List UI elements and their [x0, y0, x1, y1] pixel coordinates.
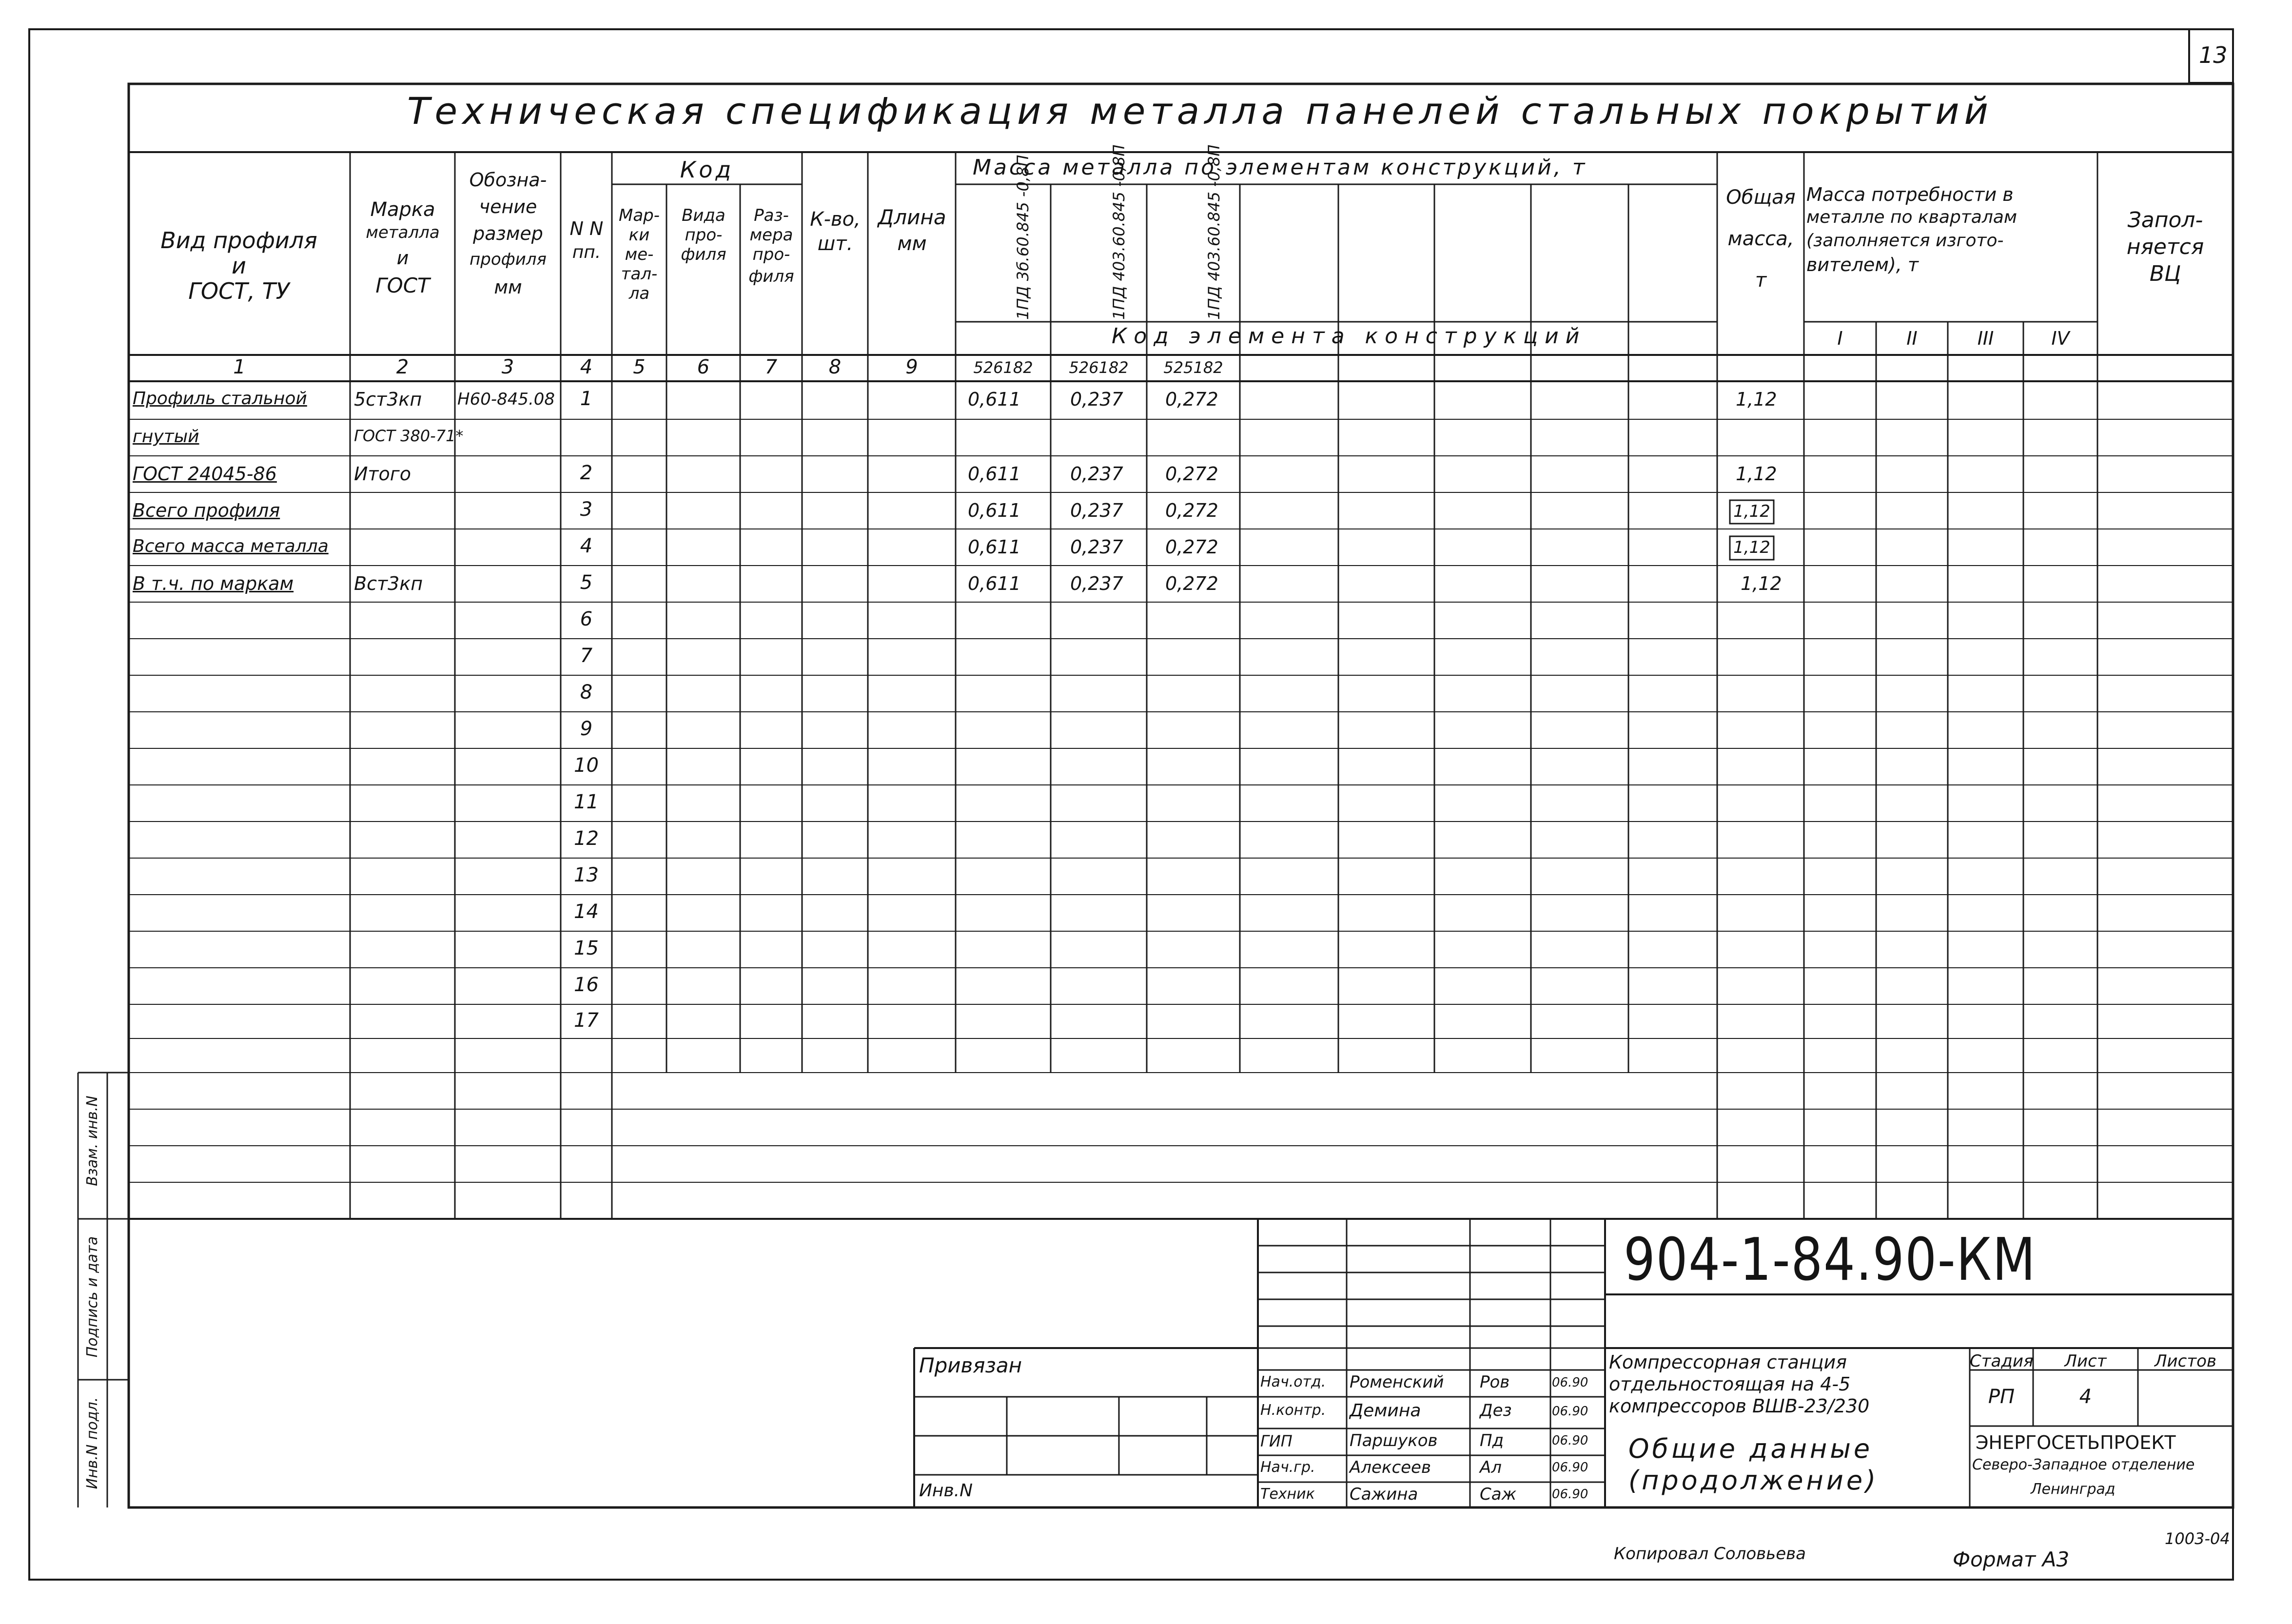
colnum-7: 7 [764, 356, 778, 378]
row1-mass1: 0,611 [968, 389, 1021, 410]
margin-stamp-signature: Подпись и дата [84, 1236, 101, 1358]
header-col9-line1: Длина [878, 205, 946, 229]
row5-mass1: 0,611 [968, 536, 1021, 558]
staff-role-1: Нач.отд. [1260, 1373, 1326, 1390]
privyazan-label: Привязан [919, 1353, 1022, 1377]
quarter-3: III [1977, 328, 1994, 349]
row1-designation: Н60-845.08 [457, 390, 555, 409]
staff-name-3: Паршуков [1350, 1431, 1438, 1450]
row1-grade: 5ст3кп [354, 389, 422, 410]
sheet-title-line1: Общие данные [1628, 1433, 1873, 1464]
header-demand-line2: металле по кварталам [1806, 207, 2018, 227]
sheet-title-line2: (продолжение) [1628, 1465, 1879, 1496]
header-col3-line2: чение [479, 196, 537, 217]
row6-total: 1,12 [1741, 573, 1782, 594]
element-code-2: 526182 [1069, 358, 1129, 377]
inv-label: Инв.N [919, 1481, 973, 1501]
quarter-1: I [1837, 328, 1843, 349]
staff-name-4: Алексеев [1350, 1458, 1431, 1477]
header-col7-line3: про- [752, 245, 790, 264]
header-col2-line1: Марка [370, 198, 435, 221]
header-demand-line1: Масса потребности в [1806, 184, 2014, 205]
header-col5-line1: Мар- [618, 206, 660, 225]
staff-name-1: Роменский [1350, 1372, 1444, 1392]
org-line1: ЭНЕРГОСЕТЬПРОЕКТ [1976, 1432, 2176, 1453]
header-col7-line2: мера [749, 225, 793, 245]
sheets-label: Листов [2154, 1351, 2216, 1371]
row4-num: 3 [580, 498, 593, 521]
colnum-4: 4 [580, 356, 593, 378]
row6-mass2: 0,237 [1070, 573, 1123, 594]
row5-mass2: 0,237 [1070, 536, 1123, 558]
row6-mass1: 0,611 [968, 573, 1021, 594]
row-num-9: 9 [580, 718, 593, 740]
staff-date-4: 06.90 [1552, 1460, 1588, 1475]
staff-sign-3: Пд [1480, 1431, 1504, 1450]
org-line2: Северо-Западное отделение [1972, 1456, 2195, 1473]
row3-mass3: 0,272 [1165, 463, 1218, 485]
row6-grade: Вст3кп [354, 573, 423, 594]
colnum-5: 5 [633, 356, 646, 378]
header-col4-line2: пп. [572, 242, 601, 262]
staff-name-2: Демина [1350, 1401, 1421, 1421]
element-name-2: 1ПД 403.60.845 -0,8П [1110, 144, 1128, 320]
row4-profile: Всего профиля [133, 500, 280, 521]
row5-total: 1,12 [1733, 538, 1770, 557]
header-mass: Масса металла по элементам конструкций, т [973, 155, 1587, 180]
row3-num: 2 [580, 462, 593, 484]
row3-mass1: 0,611 [968, 463, 1021, 485]
staff-role-3: ГИП [1260, 1432, 1293, 1450]
row-num-14: 14 [574, 900, 599, 923]
row-num-15: 15 [574, 937, 599, 959]
staff-sign-2: Дез [1480, 1401, 1512, 1420]
margin-stamp-original: Инв.N подл. [84, 1397, 101, 1489]
row6-num: 5 [580, 571, 593, 594]
header-col3-line5: мм [494, 276, 522, 298]
copied-by: Копировал Соловьева [1614, 1544, 1806, 1564]
header-col6-line1: Вида [682, 206, 725, 225]
row1-profile: Профиль стальной [133, 389, 307, 409]
org-line3: Ленинград [2031, 1481, 2116, 1498]
row1-num: 1 [580, 388, 593, 410]
header-col1-line1: Вид профиля [160, 227, 317, 254]
element-code-3: 525182 [1163, 358, 1223, 377]
header-total-line3: т [1755, 269, 1767, 292]
header-filled-line3: ВЦ [2149, 261, 2181, 286]
row-num-16: 16 [574, 974, 599, 996]
row6-mass3: 0,272 [1165, 573, 1218, 594]
header-total-line2: масса, [1727, 228, 1794, 250]
element-code-label: Код элемента конструкций [1112, 324, 1587, 349]
element-name-3: 1ПД 403.60.845 -0,8П [1205, 144, 1223, 320]
quarter-2: II [1906, 328, 1918, 349]
row4-mass1: 0,611 [968, 500, 1021, 521]
staff-role-2: Н.контр. [1260, 1402, 1326, 1419]
staff-role-5: Техник [1260, 1486, 1315, 1503]
staff-sign-4: Ал [1480, 1458, 1502, 1477]
row-num-11: 11 [574, 791, 599, 813]
header-kod: Код [680, 157, 734, 183]
row-num-12: 12 [574, 827, 599, 850]
header-filled-line2: няется [2126, 235, 2204, 259]
row5-profile: Всего масса металла [133, 536, 329, 556]
row4-total: 1,12 [1733, 502, 1770, 521]
paper-format: Формат А3 [1953, 1547, 2070, 1571]
staff-sign-5: Саж [1480, 1485, 1517, 1504]
project-line1: Компрессорная станция [1609, 1351, 1847, 1373]
colnum-8: 8 [828, 356, 842, 378]
row3-grade: Итого [354, 463, 411, 485]
row6-profile: В т.ч. по маркам [133, 573, 294, 594]
row-num-6: 6 [580, 608, 593, 630]
stage-value: РП [1988, 1386, 2015, 1408]
colnum-1: 1 [233, 356, 246, 378]
header-col8-line1: К-во, [810, 208, 861, 231]
header-col8-line2: шт. [817, 233, 853, 255]
header-col3-line1: Обозна- [469, 169, 547, 191]
row-num-8: 8 [580, 681, 593, 704]
header-col3-line4: профиля [470, 250, 547, 269]
staff-date-5: 06.90 [1552, 1487, 1588, 1502]
header-demand-line3: (заполняется изгото- [1806, 231, 2004, 251]
project-line2: отдельностоящая на 4-5 [1609, 1373, 1851, 1395]
header-col2-line4: ГОСТ [375, 274, 430, 297]
row3-mass2: 0,237 [1070, 463, 1123, 485]
stamp-number: 1003-04 [2165, 1529, 2230, 1548]
stage-label: Стадия [1970, 1351, 2034, 1371]
row4-mass2: 0,237 [1070, 500, 1123, 521]
header-filled-line1: Запол- [2127, 208, 2203, 233]
staff-name-5: Сажина [1350, 1485, 1418, 1504]
page-title: Техническая спецификация металла панелей стальных покрытий [407, 89, 1993, 133]
staff-sign-1: Ров [1480, 1372, 1510, 1392]
header-col7-line1: Раз- [754, 206, 789, 225]
header-col1-line2: и [232, 253, 246, 279]
header-col3-line3: размер [473, 223, 543, 244]
header-col4-line1: N N [569, 218, 604, 239]
margin-stamp-replace: Взам. инв.N [84, 1096, 101, 1186]
header-col1-line3: ГОСТ, ТУ [188, 278, 290, 304]
staff-date-3: 06.90 [1552, 1433, 1588, 1448]
colnum-2: 2 [396, 356, 409, 378]
header-col5-line5: ла [628, 284, 650, 303]
staff-date-1: 06.90 [1552, 1375, 1588, 1390]
header-total-line1: Общая [1726, 186, 1796, 209]
row1-mass3: 0,272 [1165, 389, 1218, 410]
row1-total: 1,12 [1736, 389, 1777, 410]
colnum-3: 3 [501, 356, 514, 378]
header-col7-line4: филя [748, 267, 794, 286]
staff-date-2: 06.90 [1552, 1404, 1588, 1419]
row3-total: 1,12 [1736, 463, 1777, 485]
element-code-1: 526182 [973, 358, 1033, 377]
row4-mass3: 0,272 [1165, 500, 1218, 521]
header-col2-line2: металла [366, 223, 440, 242]
header-col5-line4: тал- [621, 264, 658, 284]
row-num-13: 13 [574, 864, 599, 886]
row3-profile: ГОСТ 24045-86 [133, 463, 277, 485]
row-num-10: 10 [574, 754, 599, 777]
header-col2-line3: и [396, 247, 409, 269]
column-lines [350, 144, 2097, 1219]
row-num-7: 7 [580, 645, 593, 667]
row5-num: 4 [580, 535, 593, 557]
element-name-1: 1ПД 3б.60.845 -0,8П [1014, 155, 1032, 320]
header-col6-line3: филя [681, 245, 726, 264]
header-col5-line3: ме- [625, 245, 654, 264]
colnum-9: 9 [905, 356, 918, 378]
row2-grade: ГОСТ 380-71* [354, 427, 464, 445]
doc-code: 904-1-84.90-КМ [1624, 1226, 2037, 1294]
sheet-number: 13 [2199, 42, 2228, 68]
project-line3: компрессоров ВШВ-23/230 [1609, 1395, 1870, 1417]
colnum-6: 6 [697, 356, 710, 378]
header-col6-line2: про- [685, 225, 723, 245]
sheet-label: Лист [2064, 1351, 2107, 1371]
row5-mass3: 0,272 [1165, 536, 1218, 558]
quarter-4: IV [2051, 328, 2070, 349]
staff-role-4: Нач.гр. [1260, 1459, 1315, 1476]
row1-mass2: 0,237 [1070, 389, 1123, 410]
row-num-17: 17 [574, 1009, 599, 1032]
sheet-value: 4 [2079, 1386, 2092, 1408]
header-demand-line4: вителем), т [1806, 254, 1919, 275]
header-col9-line2: мм [897, 233, 927, 255]
row2-profile: гнутый [133, 427, 199, 447]
header-col5-line2: ки [628, 225, 650, 245]
